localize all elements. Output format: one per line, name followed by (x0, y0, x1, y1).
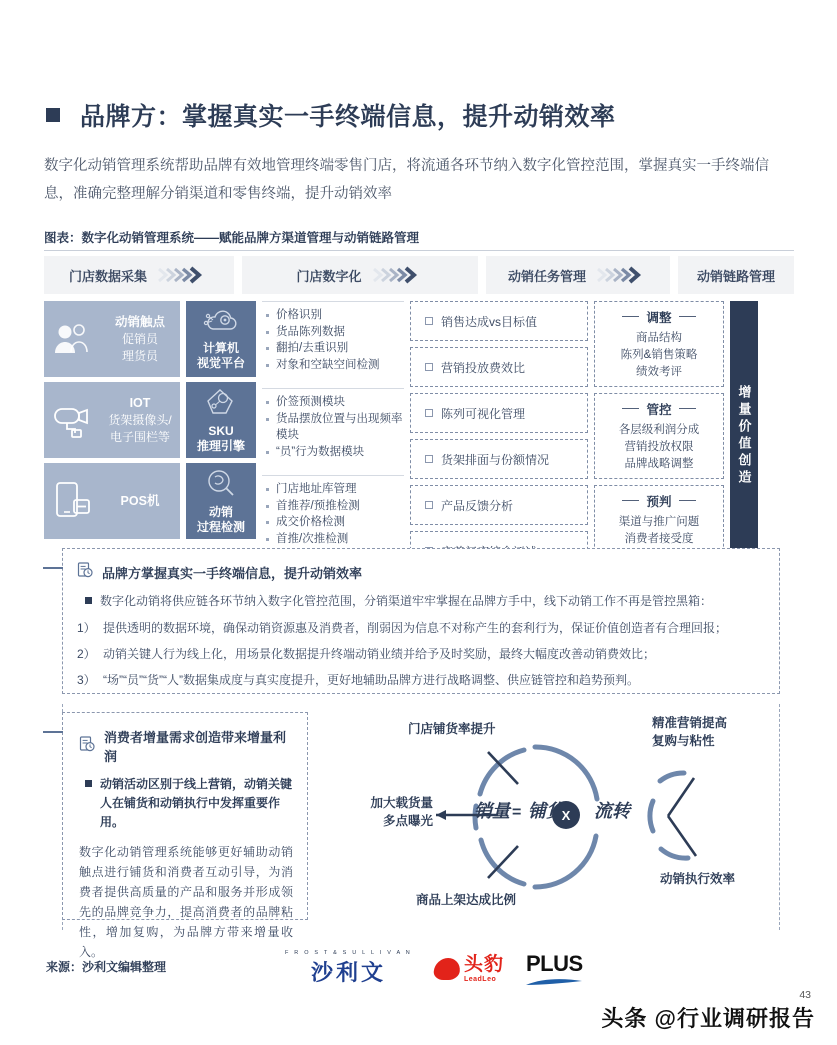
stage-label: 门店数据采集 (68, 268, 147, 284)
callout-heading-row (77, 561, 765, 583)
watermark: 头条 @行业调研报告 (601, 1006, 815, 1031)
bullet-dot-icon (266, 364, 269, 367)
source-note: 来源：沙利文编辑整理 (46, 960, 167, 974)
stage-label: 动销任务管理 (507, 268, 586, 284)
label-top-right-line2: 复购与粘性 (652, 734, 715, 748)
frost-sullivan-name: 沙利文 (310, 960, 386, 985)
platform-line: 计算机 (202, 340, 239, 355)
stage-header-1 (44, 256, 234, 294)
link-box-title: 预判 (646, 494, 672, 509)
sku-engine-icon (204, 387, 238, 422)
checkbox-square-icon (425, 455, 433, 463)
formula-equals-sign: = (512, 804, 522, 821)
stage-gap (234, 256, 242, 294)
item-number: 1） (77, 621, 96, 635)
callout-numbered-item (77, 670, 765, 690)
bullet-dot-icon (266, 488, 269, 491)
task-label: 营销投放费效比 (441, 360, 526, 375)
label-top-right (652, 714, 727, 750)
divider-line (622, 500, 639, 502)
link-item: 品牌战略调整 (624, 457, 694, 470)
callout-heading: 消费者增量需求创造带来增量利润 (104, 730, 287, 764)
chevron-arrow-icon (362, 265, 424, 285)
bullet-dot-icon (266, 521, 269, 524)
times-symbol: X (561, 808, 571, 823)
stage-header-row (44, 256, 794, 294)
callout-numbered-item (77, 618, 765, 638)
bullet-dot-icon (266, 418, 269, 421)
callout-body-text: 数字化动销管理系统能够更好辅助动销触点进行铺货和消费者互动引导，为消费者提供高质量的产品和服务并形成领先的品牌竞争力，提高消费者的品牌粘性，增加复购，为品牌方带来增量收入。 (79, 845, 293, 959)
feature-item (266, 394, 404, 411)
label-bottom-left: 商品上架达成比例 (416, 893, 517, 907)
connector-tick (43, 567, 63, 569)
platform-name (197, 424, 245, 454)
camera-icon (50, 400, 96, 440)
feature-label: 对象和空缺空间检测 (276, 358, 380, 371)
task-column (410, 301, 588, 571)
touchpoint-title: 动销触点 (114, 314, 165, 329)
feature-label: 价格识别 (276, 309, 322, 321)
page-number: 43 (799, 989, 811, 1001)
feature-label: 首推荐/预推检测 (276, 499, 360, 512)
feature-label: “员”行为数据模块 (276, 445, 365, 458)
formula-left-term: 销量 (474, 801, 510, 821)
pos-phone-icon (50, 480, 96, 522)
callout-numbered-item (77, 644, 765, 664)
item-text: “场”“员”“货”“人”数据集成度与真实度提升，更好地辅助品牌方进行战略调整、供应链管控和趋势预判。 (103, 673, 639, 687)
chevron-arrow-icon (147, 265, 209, 285)
figure-caption: 图表：数字化动销管理系统——赋能品牌方渠道管理与动销链路管理 (44, 231, 420, 245)
platform-line: 视觉平台 (196, 355, 245, 370)
link-item: 商品结构 (636, 331, 682, 344)
feature-label: 首推/次推检测 (276, 532, 349, 545)
task-label: 陈列可视化管理 (441, 406, 526, 421)
touchpoint-line: 电子围栏等 (109, 429, 170, 444)
item-number: 2） (77, 647, 96, 661)
feature-item (266, 444, 404, 461)
stage-label: 门店数字化 (296, 268, 362, 284)
callout-bullet-text: 数字化动销将供应链各环节纳入数字化管控范围，分销渠道牢牢掌握在品牌方手中，线下动销工作不再是管控黑箱： (100, 594, 713, 608)
touchpoint-card (44, 463, 180, 539)
link-item: 各层级利润分成 (618, 423, 700, 436)
stage-gap (670, 256, 678, 294)
link-item: 营销投放权限 (624, 440, 694, 453)
magnifier-cycle-icon (204, 468, 238, 503)
plus-text: PLUS (525, 951, 583, 976)
bullet-dot-icon (266, 401, 269, 404)
divider-line (622, 316, 639, 318)
bullet-dot-icon (266, 331, 269, 334)
title-marker-icon (46, 108, 60, 122)
feature-group (262, 389, 404, 476)
square-bullet-icon (85, 597, 92, 604)
leadleo-logo (434, 955, 504, 983)
leopard-icon (433, 958, 461, 980)
platform-line: 过程检测 (196, 519, 245, 534)
touchpoint-card (44, 382, 180, 458)
link-item: 渠道与推广问题 (618, 515, 700, 528)
callout-bullet (77, 591, 765, 611)
value-bar-label: 增量价值创造 (736, 385, 752, 487)
touchpoint-title: POS机 (120, 493, 160, 508)
page-title-text: 品牌方：掌握真实一手终端信息，提升动销效率 (80, 103, 616, 131)
task-box[interactable] (410, 301, 588, 341)
label-left-line1: 加大载货量 (370, 796, 433, 810)
link-box-header (622, 492, 695, 510)
feature-column (262, 301, 404, 571)
lead-paragraph: 数字化动销管理系统帮助品牌有效地管理终端零售门店，将流通各环节纳入数字化管控范围，掌握真实一手终端信息，准确完整理解分销渠道和零售终端，提升动销效率 (44, 158, 769, 202)
clipboard-clock-icon (77, 561, 93, 583)
platform-line: SKU (208, 423, 234, 438)
platform-card (186, 382, 256, 458)
bottom-frame-right (779, 704, 780, 930)
clipboard-clock-icon (79, 735, 95, 757)
divider-line (679, 316, 696, 318)
square-bullet-icon (85, 780, 92, 787)
leadleo-text (464, 955, 504, 983)
callout-bullet-text: 动销活动区别于线上营销，动销关键人在铺货和动销执行中发挥重要作用。 (100, 777, 293, 829)
touchpoint-column (44, 301, 180, 571)
callout-box-2 (62, 712, 308, 959)
diagram-body (44, 301, 794, 571)
touchpoint-title: IOT (129, 395, 151, 410)
platform-name (197, 341, 245, 371)
cloud-gear-icon (201, 308, 241, 339)
platform-name (197, 505, 245, 535)
people-icon (50, 319, 96, 359)
sales-formula-diagram (372, 706, 772, 928)
touchpoint-line: 货架摄像头/ (108, 412, 172, 427)
link-item: 绩效考评 (636, 365, 682, 378)
touchpoint-text (100, 395, 180, 446)
link-column (594, 301, 724, 571)
task-label: 货架排面与份额情况 (441, 452, 550, 467)
chevron-arrow-icon (586, 265, 648, 285)
checkbox-square-icon (425, 501, 433, 509)
touchpoint-line: 理货员 (121, 348, 158, 363)
caption-divider (44, 250, 794, 251)
label-left (367, 794, 433, 830)
item-text: 提供透明的数据环境，确保动销资源惠及消费者，削弱因为信息不对称产生的套利行为，保证价值创造者有合理回报； (103, 621, 728, 635)
link-box-title: 调整 (646, 310, 672, 325)
stage-header-4 (678, 256, 794, 294)
feature-label: 价签预测模块 (276, 396, 345, 408)
feature-group (262, 301, 404, 389)
item-text: 动销关键人行为线上化，用场景化数据提升终端动销业绩并给予及时奖励，最终大幅度改善动销费效比； (103, 647, 656, 661)
bullet-dot-icon (266, 347, 269, 350)
link-box-header (622, 308, 695, 326)
checkbox-square-icon (425, 363, 433, 371)
feature-label: 门店地址库管理 (276, 483, 357, 495)
bullet-dot-icon (266, 314, 269, 317)
stage-header-2 (242, 256, 478, 294)
task-box[interactable] (410, 347, 588, 387)
callout-heading-row (79, 727, 293, 765)
feature-label: 货品陈列数据 (276, 325, 345, 338)
feature-item (266, 324, 404, 341)
item-number: 3） (77, 673, 96, 687)
platform-card (186, 301, 256, 377)
leadleo-en: LeadLeo (463, 975, 497, 983)
feature-item (266, 411, 404, 444)
stage-label: 动销链路管理 (696, 268, 775, 284)
feature-item (266, 307, 404, 324)
process-diagram (44, 256, 794, 571)
feature-item (266, 340, 404, 357)
bullet-dot-icon (266, 538, 269, 541)
feature-item (266, 357, 404, 374)
platform-line: 动销 (208, 504, 233, 519)
value-bar (730, 301, 758, 571)
checkbox-square-icon (425, 317, 433, 325)
label-left-line2: 多点曝光 (382, 814, 433, 828)
divider-line (622, 408, 639, 410)
divider-line (679, 500, 696, 502)
leadleo-cn: 头豹 (463, 953, 504, 975)
task-box[interactable] (410, 393, 588, 433)
platform-card (186, 463, 256, 539)
frost-sullivan-tagline: F R O S T & S U L L I V A N (285, 950, 412, 956)
feature-label: 翻拍/去重识别 (276, 342, 349, 354)
bullet-dot-icon (266, 505, 269, 508)
callout-heading: 品牌方掌握真实一手终端信息，提升动销效率 (102, 565, 363, 581)
callout-bullet (79, 775, 293, 832)
page-title (46, 97, 616, 133)
callout-box-1 (62, 548, 780, 694)
feature-item (266, 498, 404, 515)
divider-line (679, 408, 696, 410)
touchpoint-card (44, 301, 180, 377)
link-box (594, 393, 724, 479)
stage-header-3 (486, 256, 670, 294)
feature-item (266, 481, 404, 498)
feature-label: 成交价格检测 (276, 516, 345, 528)
frost-sullivan-logo (285, 950, 412, 987)
task-label: 销售达成vs目标值 (441, 314, 538, 329)
link-item: 陈列&销售策略 (620, 348, 698, 361)
link-box-header (622, 400, 695, 418)
feature-item (266, 531, 404, 548)
link-box-title: 管控 (646, 402, 672, 417)
label-top-left: 门店铺货率提升 (408, 722, 496, 736)
plus-swoosh-icon (526, 977, 582, 986)
plus-logo (526, 951, 583, 986)
formula-mid-term: 铺货 (528, 801, 564, 821)
formula-right-term: 流转 (594, 801, 630, 821)
bullet-dot-icon (266, 451, 269, 454)
touchpoint-text (100, 314, 180, 365)
task-label: 产品反馈分析 (441, 498, 514, 513)
task-box[interactable] (410, 439, 588, 479)
logo-row (285, 950, 583, 987)
checkbox-square-icon (425, 409, 433, 417)
touchpoint-line: 促销员 (121, 331, 158, 346)
link-box (594, 301, 724, 387)
connector-tick (43, 731, 63, 733)
label-top-right-line1: 精准营销提高 (652, 716, 728, 730)
label-bottom-right: 动销执行效率 (660, 872, 736, 886)
touchpoint-text (100, 493, 180, 510)
stage-gap (478, 256, 486, 294)
feature-label: 货品摆放位置与出现频率模块 (276, 412, 403, 441)
platform-line: 推理引擎 (196, 438, 245, 453)
platform-column (186, 301, 256, 571)
feature-item (266, 514, 404, 531)
task-box[interactable] (410, 485, 588, 525)
link-item: 消费者接受度 (624, 532, 694, 545)
